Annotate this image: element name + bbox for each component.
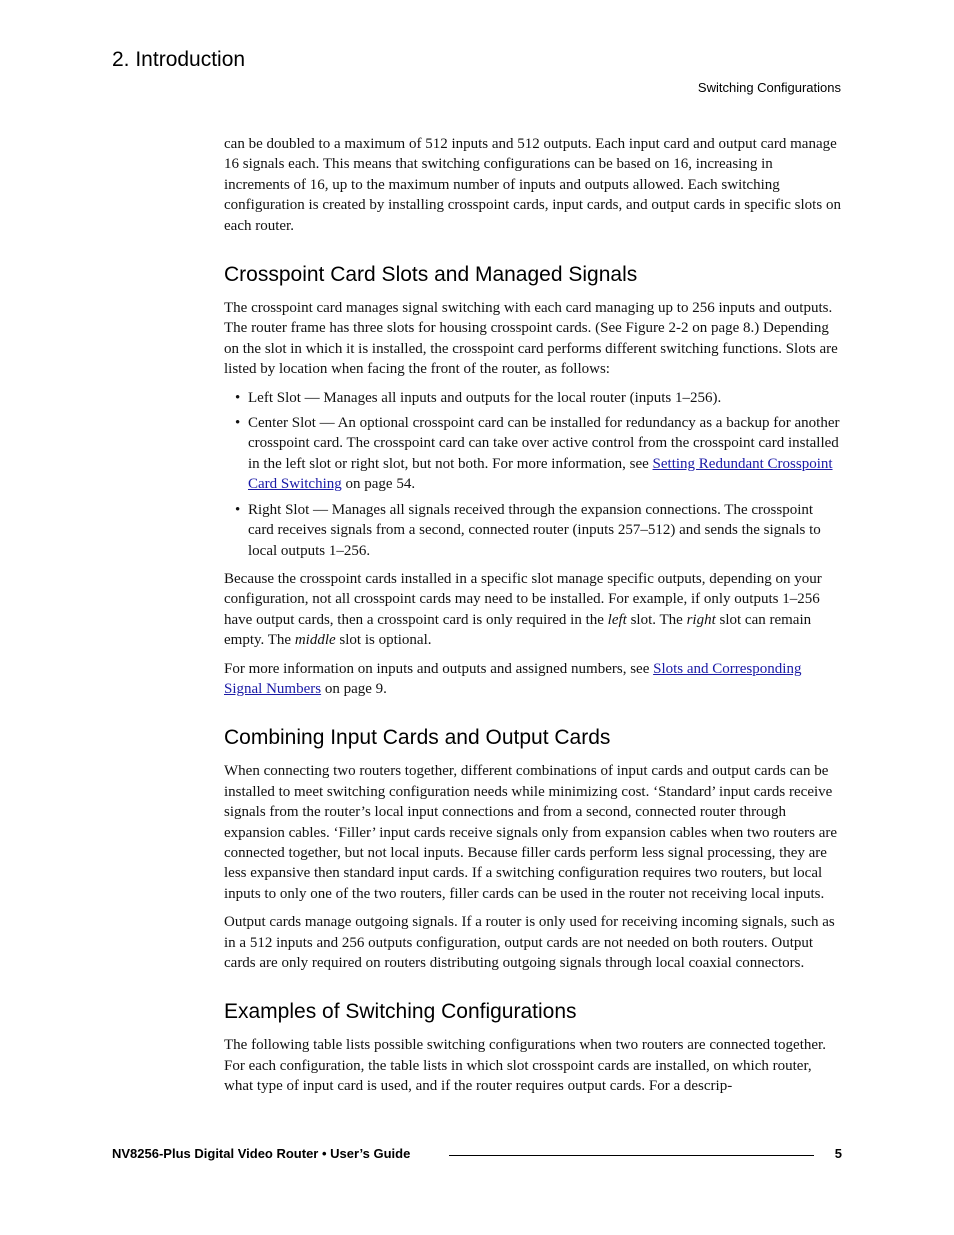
combining-paragraph-1: When connecting two routers together, different combinations of input cards and output cards can be installed to meet switching configuration needs while minimizing cost. ‘Standard’ input cards receive signals from the router’s local input connections and from a second, connected router through expansion cables. ‘Filler’ input cards receive signals only from expansion cables when two routers are connected together, but not local inputs. Because filler cards perform less signal processing, they are less expansive then standard input cards. If a switching configuration requires two routers, but local inputs to only one of the two routers, filler cards can be used in the router not receiving local inputs. <box>224 763 838 902</box>
bullet-icon: • <box>235 415 241 432</box>
section-heading-crosspoint: Crosspoint Card Slots and Managed Signals <box>224 263 638 287</box>
slot-list <box>224 388 842 561</box>
crosspoint-paragraph-2 <box>224 569 842 651</box>
slot-center-text: Center Slot — An optional crosspoint card can be installed for redundancy as a backup for another crosspoint card. The crosspoint card can take over active control from the crosspoint card installed in the left slot or right slot, but not both. For more information, see <box>248 415 840 472</box>
slot-left-text: Left Slot — Manages all inputs and outputs for the local router (inputs 1–256). <box>248 389 722 406</box>
combining-paragraph-2: Output cards manage outgoing signals. If a router is only used for receiving incoming signals, such as in a 512 inputs and 256 outputs configuration, output cards are not needed on both routers. Output cards are only required on routers distributing outgoing signals through local coaxial connectors. <box>224 914 835 971</box>
intro-paragraph: can be doubled to a maximum of 512 inputs and 512 outputs. Each input card and output card manage 16 signals each. This means that switching configurations can be based on 16, increasing in increments of 16, up to the maximum number of inputs and outputs allowed. Each switching configuration is created by installing crosspoint cards, input cards, and output cards in specific slots on each router. <box>224 136 841 234</box>
para2-part-d: slot is optional. <box>335 632 432 649</box>
para2-part-b: slot. The <box>626 611 687 628</box>
body-content <box>224 134 842 1105</box>
slot-list-item-right <box>224 500 842 561</box>
slot-center-tail: on page 54. <box>341 476 416 493</box>
crosspoint-paragraph-3 <box>224 659 842 700</box>
link-redundant-crosspoint[interactable]: Setting Redundant Crosspoint Card Switching <box>248 455 833 493</box>
para2-right: right <box>686 611 716 628</box>
footer-rule <box>449 1155 814 1156</box>
page-footer <box>112 1144 842 1164</box>
para2-middle: middle <box>294 632 336 649</box>
para3-tail: on page 9. <box>321 680 387 697</box>
slot-list-item-left <box>224 388 842 408</box>
section-heading-examples: Examples of Switching Configurations <box>224 1000 577 1024</box>
link-slots-signal-numbers[interactable]: Slots and Corresponding Signal Numbers <box>224 660 802 697</box>
para2-part-a: Because the crosspoint cards installed in a specific slot manage specific outputs, depending on your configuration, not all crosspoint cards may need to be installed. For example, if only outputs 1–256 have output cards, then a crosspoint card is only required in the <box>224 570 822 628</box>
para2-part-c: slot can remain empty. The <box>224 611 812 649</box>
para2-left: left <box>607 611 627 628</box>
page-number: 5 <box>834 1146 842 1161</box>
slot-list-item-center <box>224 413 842 495</box>
chapter-title: 2. Introduction <box>112 48 246 71</box>
bullet-icon: • <box>235 389 241 406</box>
footer-title: NV8256-Plus Digital Video Router • User’s Guide <box>112 1146 411 1161</box>
bullet-icon: • <box>235 501 241 518</box>
crosspoint-paragraph-1: The crosspoint card manages signal switching with each card managing up to 256 inputs and outputs. The router frame has three slots for housing crosspoint cards. (See Figure 2-2 on page 8.) Depending on the slot in which it is installed, the crosspoint card performs different switching functions. Slots are listed by location when facing the front of the router, as follows: <box>224 300 838 378</box>
slot-right-text: Right Slot — Manages all signals received through the expansion connections. The crosspoint card receives signals from a second, connected router (inputs 257–512) and sends the signals to local outputs 1–256. <box>248 501 821 559</box>
section-heading-combining: Combining Input Cards and Output Cards <box>224 726 611 750</box>
para3-text: For more information on inputs and outputs and assigned numbers, see <box>224 660 654 677</box>
examples-paragraph-1: The following table lists possible switching configurations when two routers are connected together. For each configuration, the table lists in which slot crosspoint cards are installed, on which router, what type of input card is used, and if the router requires output cards. For a descrip- <box>224 1037 826 1095</box>
running-header: Switching Configurations <box>697 80 841 95</box>
